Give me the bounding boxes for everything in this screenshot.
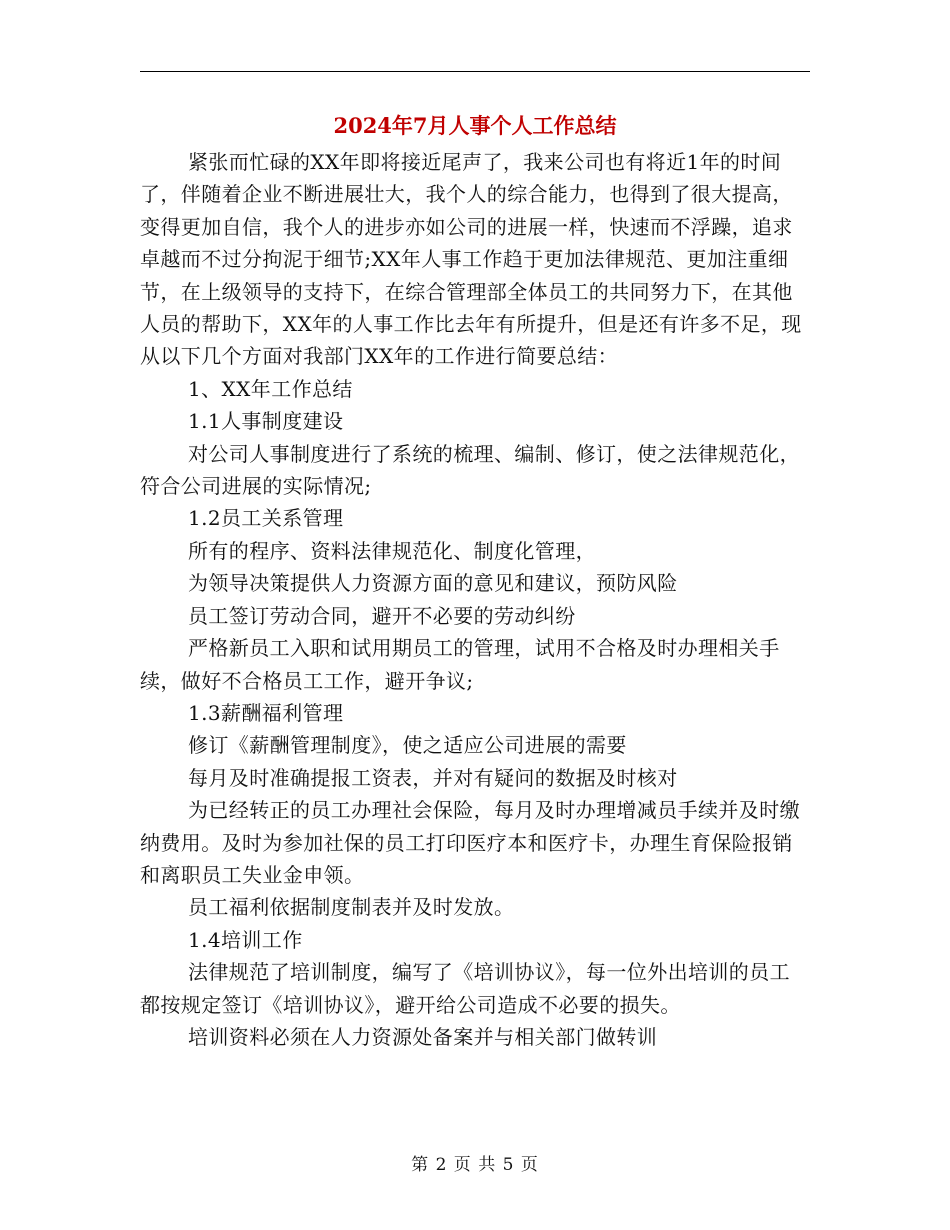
body-paragraph: 对公司人事制度进行了系统的梳理、编制、修订，使之法律规范化，符合公司进展的实际情况;	[140, 441, 800, 499]
body-paragraph: 为领导决策提供人力资源方面的意见和建议，预防风险	[188, 571, 678, 596]
subsection-heading: 1.4培训工作	[188, 927, 303, 952]
document-title: 2024年7月人事个人工作总结	[333, 113, 617, 138]
body-paragraph: 员工签订劳动合同，避开不必要的劳动纠纷	[188, 603, 576, 628]
body-paragraph: 修订《薪酬管理制度》，使之适应公司进展的需要	[188, 733, 627, 758]
subsection-heading: 1.3薪酬福利管理	[188, 700, 344, 725]
body-paragraph: 法律规范了培训制度，编写了《培训协议》，每一位外出培训的员工都按规定签订《培训协议》，避开给公司造成不必要的损失。	[140, 960, 790, 1017]
document-body	[140, 146, 810, 1053]
body-paragraph: 员工福利依据制度制表并及时发放。	[188, 895, 515, 920]
body-paragraph: 培训资料必须在人力资源处备案并与相关部门做转训	[188, 1024, 658, 1049]
page-number-footer: 第 2 页 共 5 页	[411, 1155, 539, 1175]
header-rule	[140, 71, 810, 72]
subsection-heading: 1.2员工关系管理	[188, 506, 344, 531]
body-paragraph: 为已经转正的员工办理社会保险，每月及时办理增减员手续并及时缴纳费用。及时为参加社保的员工打印医疗本和医疗卡，办理生育保险报销和离职员工失业金申领。	[140, 798, 800, 887]
section-heading: 1、XX年工作总结	[188, 376, 353, 401]
body-paragraph: 严格新员工入职和试用期员工的管理，试用不合格及时办理相关手续，做好不合格员工工作，避开争议;	[140, 636, 780, 693]
subsection-heading: 1.1人事制度建设	[188, 409, 344, 434]
body-paragraph: 所有的程序、资料法律规范化、制度化管理，	[188, 538, 596, 563]
intro-paragraph: 紧张而忙碌的XX年即将接近尾声了，我来公司也有将近1年的时间了，伴随着企业不断进展壮大，我个人的综合能力，也得到了很大提高，变得更加自信，我个人的进步亦如公司的进展一样，快速而不浮躁，追求卓越而不过分拘泥于细节;XX年人事工作趋于更加法律规范、更加注重细节，在上级领导的支持下，在综合管理部全体员工的共同努力下，在其他人员的帮助下，XX年的人事工作比去年有所提升，但是还有许多不足，现从以下几个方面对我部门XX年的工作进行简要总结：	[140, 150, 802, 369]
body-paragraph: 每月及时准确提报工资表，并对有疑问的数据及时核对	[188, 765, 678, 790]
